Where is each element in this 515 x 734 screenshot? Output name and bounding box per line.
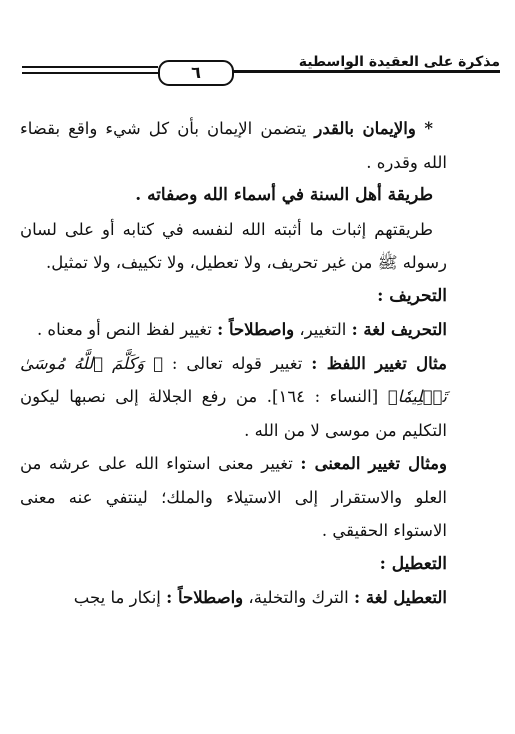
lead-term: * والإيمان بالقدر (314, 119, 433, 138)
header-rule-left (22, 66, 158, 68)
paragraph-text: يتضمن الإيمان بأن كل شيء واقع بقضاء الله وقدره . (20, 119, 447, 172)
header-rule-left-lower (22, 72, 158, 74)
page-body (20, 112, 447, 615)
lead-term: واصطلاحاً : (166, 588, 244, 607)
paragraph-text: الترك والتخلية، (243, 588, 355, 607)
paragraph-tahrif-def (20, 313, 447, 347)
page-number: ٦ (158, 60, 234, 86)
paragraph-text: إنكار ما يجب (73, 588, 167, 607)
paragraph-text: تغيير معنى استواء الله على عرشه من العلو والاستقرار إلى الاستيلاء والملك؛ لينتفي عنه معنى الاستواء الحقيقي . (20, 454, 447, 540)
section-heading: التعطيل : (379, 553, 447, 574)
paragraph-qadar (20, 112, 447, 179)
lead-term: ومثال تغيير المعنى : (300, 454, 447, 473)
paragraph-tatil-def (20, 581, 447, 615)
quran-verse: ﴿ وَكَلَّمَ ٱللَّهُ مُوسَىٰ تَكۡلِيمٗا﴾ (20, 353, 448, 406)
paragraph-method: طريقتهم إثبات ما أثبته الله لنفسه في كتابه أو على لسان رسوله ﷺ من غير تحريف، ولا تعطيل، ولا تكييف، ولا تمثيل. (20, 219, 447, 272)
paragraph-text: تغيير لفظ النص أو معناه . (36, 320, 218, 339)
paragraph-text: تغيير قوله تعالى : (163, 353, 312, 373)
section-heading: طريقة أهل السنة في أسماء الله وصفاته . (135, 185, 433, 205)
paragraph-text: [النساء : ١٦٤]. من رفع الجلالة إلى نصبها ليكون التكليم من موسى لا من الله . (20, 387, 447, 440)
header-rule-right (232, 70, 500, 73)
book-title: مذكرة على العقيدة الواسطية (298, 54, 500, 70)
lead-term: واصطلاحاً : (217, 320, 295, 339)
lead-term: مثال تغيير اللفظ : (311, 353, 447, 373)
paragraph-maana-example (20, 447, 447, 548)
paragraph-lafz-example (20, 347, 447, 448)
paragraph-text: التغيير، (294, 320, 352, 339)
lead-term: التحريف لغة : (351, 320, 447, 339)
section-heading: التحريف : (377, 285, 447, 306)
lead-term: التعطيل لغة : (354, 588, 447, 607)
